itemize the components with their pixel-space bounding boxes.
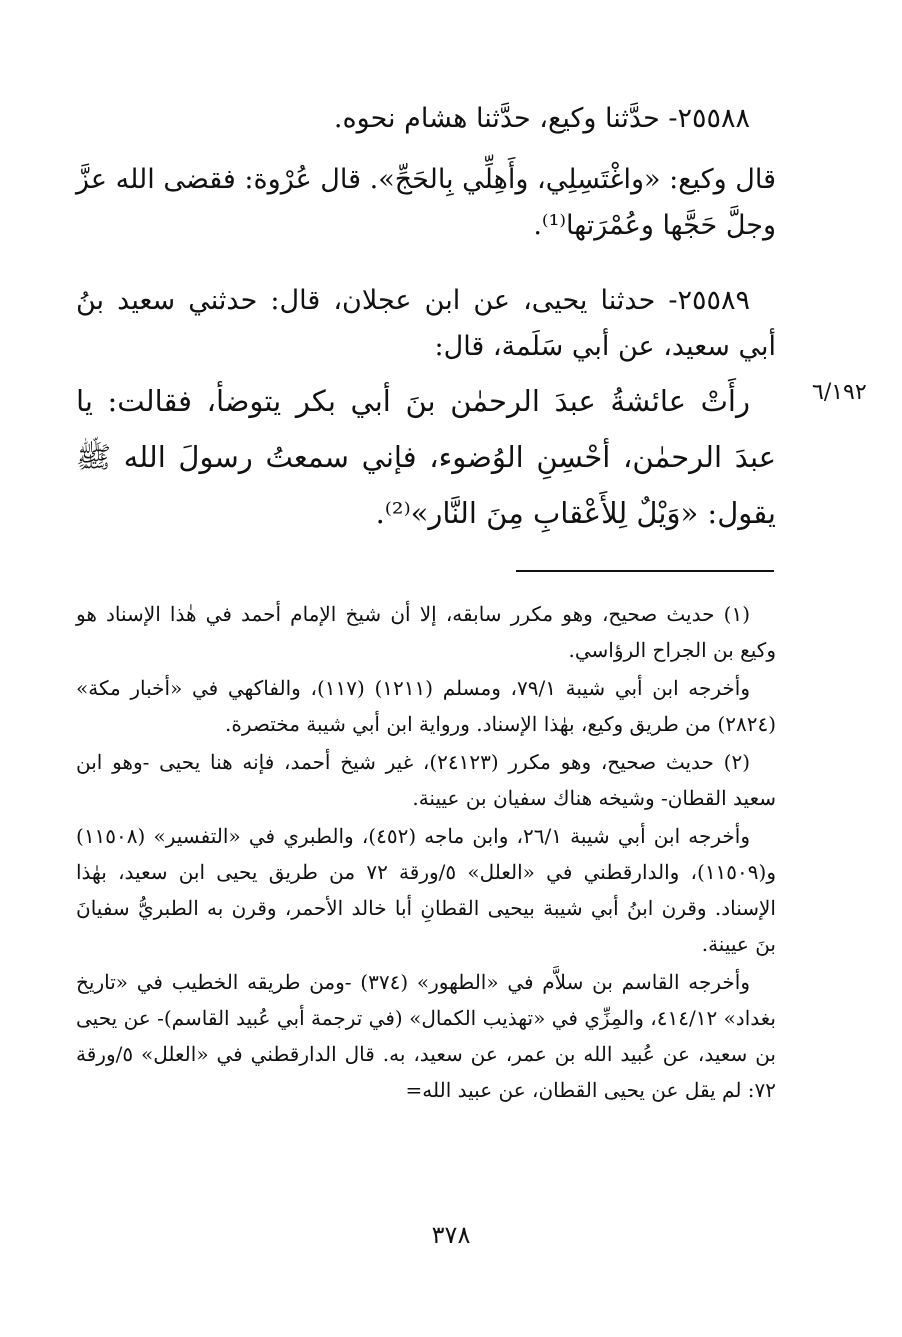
hadith-25589-text: رأَتْ عائشةُ عبدَ الرحمٰن بنَ أبي بكر يتوضأ، فقالت: يا عبدَ الرحمٰن، أحْسِنِ الوُضوء، فإني سمعتُ رسولَ الله ﷺ يقول: «وَيْلٌ لِلأَعْقابِ مِنَ النَّار»⁽²⁾. — [76, 384, 776, 530]
footnotes — [76, 596, 776, 1110]
footnote-2: (٢) حديث صحيح، وهو مكرر (٢٤١٢٣)، غير شيخ أحمد، فإنه هنا يحيى -وهو ابن سعيد القطان- وشيخه هناك سفيان بن عيينة. — [76, 750, 776, 810]
footnote-separator — [516, 570, 774, 572]
hadith-25589-intro: ٢٥٥٨٩- حدثنا يحيى، عن ابن عجلان، قال: حدثني سعيد بنُ أبي سعيد، عن أبي سَلَمة، قال: — [76, 285, 776, 362]
footnote-2-sources: وأخرجه ابن أبي شيبة ٢٦/١، وابن ماجه (٤٥٢)، والطبري في «التفسير» (١١٥٠٨) و(١١٥٠٩)، والدارقطني في «العلل» ٥/ورقة ٧٢ من طريق يحيى ابن سعيد، بهٰذا الإسناد. وقرن ابنُ أبي شيبة بيحيى القطانِ أبا خالد الأحمر، وقرن به الطبريُّ سفيانَ بنَ عيينة. — [76, 824, 776, 956]
page-number: ٣٧٨ — [431, 1221, 471, 1249]
footnote-1: (١) حديث صحيح، وهو مكرر سابقه، إلا أن شيخ الإمام أحمد في هٰذا الإسناد هو وكيع بن الجراح الرؤاسي. — [76, 602, 776, 662]
margin-volume-page-reference: ٦/١٩٢ — [812, 380, 867, 405]
footnote-2-continuation: وأخرجه القاسم بن سلاَّم في «الطهور» (٣٧٤) -ومن طريقه الخطيب في «تاريخ بغداد» ٤١٤/١٢، والمِزِّي في «تهذيب الكمال» (في ترجمة أبي عُبيد القاسم)- عن يحيى بن سعيد، عن عُبيد الله بن عمر، عن سعيد، به. قال الدارقطني في «العلل» ٥/ورقة ٧٢: لم يقل عن يحيى القطان، عن عبيد الله= — [76, 970, 776, 1102]
hadith-25588-intro: ٢٥٥٨٨- حدَّثنا وكيع، حدَّثنا هشام نحوه. — [333, 103, 750, 134]
hadith-25588-text: قال وكيع: «واغْتَسِلِي، وأَهِلِّي بِالحَجِّ». قال عُرْوة: فقضى الله عزَّ وجلَّ حَجَّها وعُمْرَتها⁽¹⁾. — [76, 164, 776, 241]
footnote-1-sources: وأخرجه ابن أبي شيبة ٧٩/١، ومسلم (١٢١١) (١١٧)، والفاكهي في «أخبار مكة» (٢٨٢٤) من طريق وكيع، بهٰذا الإسناد. ورواية ابن أبي شيبة مختصرة. — [76, 676, 776, 736]
